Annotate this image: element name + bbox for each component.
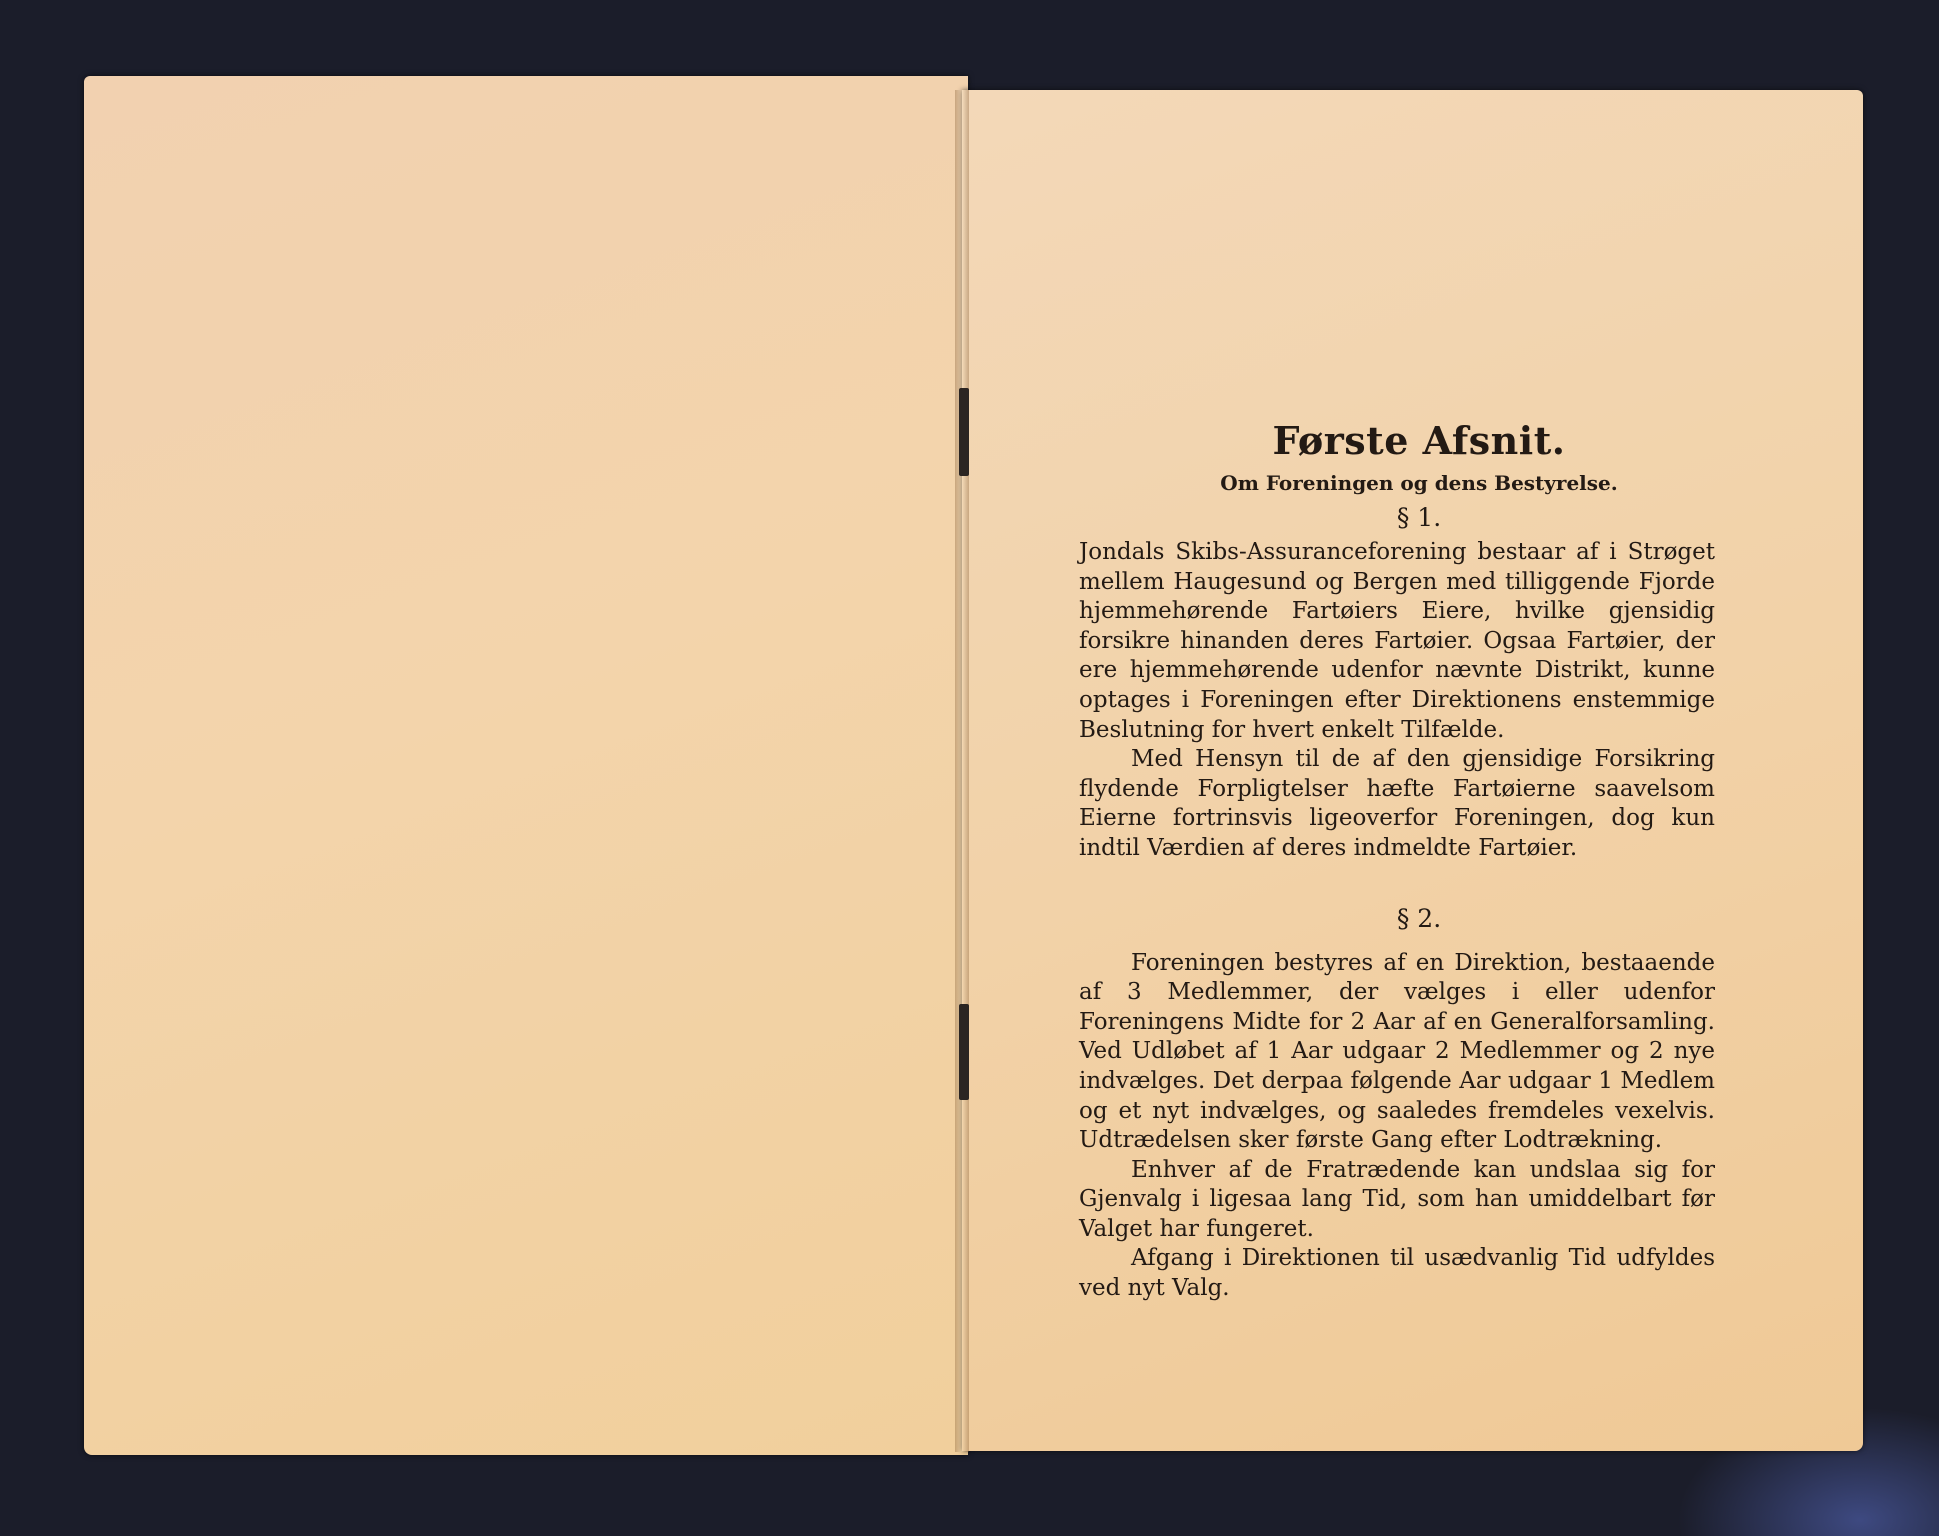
chapter-title: Første Afsnit. <box>1272 418 1566 463</box>
left-page-blank <box>84 76 968 1455</box>
section-2-paragraph-2: Enhver af de Fratrædende kan undslaa sig for Gjenvalg i ligesaa lang Tid, som han umiddelbart før Valget har fungeret. <box>1079 1156 1715 1242</box>
book-spine <box>955 90 969 1452</box>
section-1-paragraph-2: Med Hensyn til de af den gjensidige Forsikring flydende Forpligtelser hæfte Fartøierne saavelsom Eierne fortrinsvis ligeoverfor Foreningen, dog kun indtil Værdien af deres indmeldte Fartøier. <box>1079 746 1715 861</box>
section-1-heading: § 1. <box>1396 503 1442 532</box>
staple-top <box>959 388 969 476</box>
staple-bottom <box>959 1004 969 1100</box>
page-text <box>1079 418 1715 1304</box>
section-2-paragraph-1: Foreningen bestyres af en Direktion, bestaaende af 3 Medlemmer, der vælges i eller udenfor Foreningens Midte for 2 Aar af en Generalforsamling. Ved Udløbet af 1 Aar udgaar 2 Medlemmer og 2 nye indvælges. Det derpaa følgende Aar udgaar 1 Medlem og et nyt indvælges, og saaledes fremdeles vexelvis. Udtrædelsen sker første Gang efter Lodtrækning. <box>1079 949 1715 1154</box>
section-2-paragraph-3: Afgang i Direktionen til usædvanlig Tid udfyldes ved nyt Valg. <box>1079 1245 1715 1302</box>
section-1-paragraph-1: Jondals Skibs-Assuranceforening bestaar af i Strøget mellem Haugesund og Bergen med tilliggende Fjorde hjemmehørende Fartøiers Eiere, hvilke gjensidig forsikre hinanden deres Fartøier. Ogsaa Fartøier, der ere hjemmehørende udenfor nævnte Distrikt, kunne optages i Foreningen efter Direktionens enstemmige Beslutning for hvert enkelt Tilfælde. <box>1079 539 1715 743</box>
chapter-subtitle: Om Foreningen og dens Bestyrelse. <box>1220 471 1618 495</box>
section-2-heading: § 2. <box>1396 903 1442 933</box>
